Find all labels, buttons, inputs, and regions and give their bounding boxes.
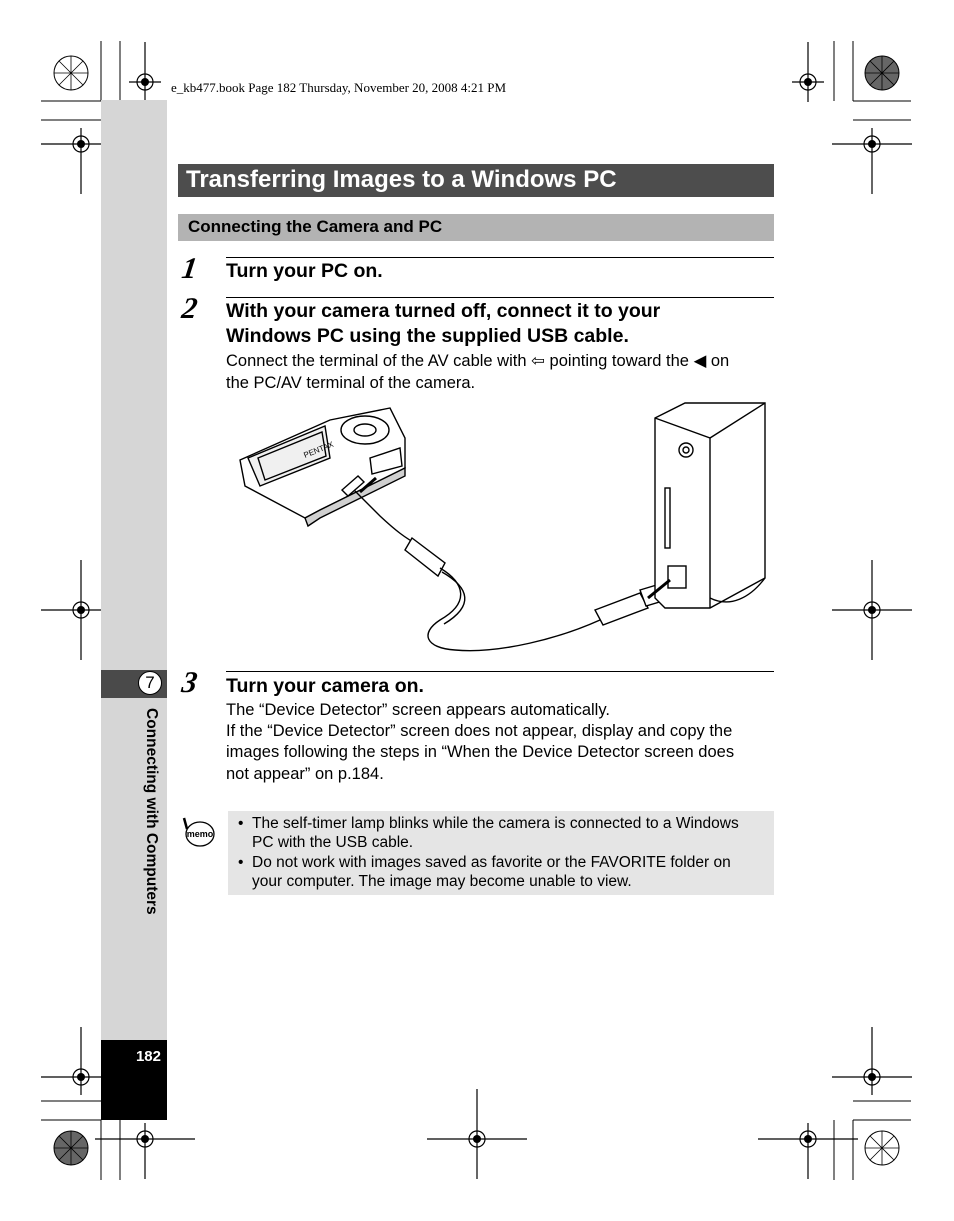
memo-item-cont: PC with the USB cable. <box>252 834 414 851</box>
memo-item: • The self-timer lamp blinks while the camera is connected to a Windows <box>238 815 739 832</box>
triangle-left-icon: ◀ <box>693 352 707 370</box>
section-heading: Connecting the Camera and PC <box>178 214 774 241</box>
step-heading-line: Windows PC using the supplied USB cable. <box>226 325 629 347</box>
memo-icon <box>181 815 215 849</box>
page-number: 182 <box>135 1048 161 1065</box>
step-number: 2 <box>179 292 200 325</box>
step-divider <box>226 297 774 298</box>
step-body-line: The “Device Detector” screen appears automatically. <box>226 701 610 719</box>
camera-brand-label: PENTAX <box>302 439 335 460</box>
step-body: Connect the terminal of the AV cable with ⇦ pointing toward the ◀ on <box>226 352 730 370</box>
chapter-number: 7 <box>138 671 162 695</box>
step-divider <box>226 671 774 672</box>
step-body-line: not appear” on p.184. <box>226 765 384 783</box>
memo-item-cont: your computer. The image may become unable to view. <box>252 873 632 890</box>
running-head: e_kb477.book Page 182 Thursday, November 20, 2008 4:21 PM <box>171 80 507 95</box>
step-number: 3 <box>179 666 200 699</box>
step-body-line: images following the steps in “When the Device Detector screen does <box>226 743 735 761</box>
memo-box <box>228 811 774 895</box>
step-heading: Turn your PC on. <box>226 260 383 282</box>
step-heading-line: With your camera turned off, connect it to your <box>226 300 661 322</box>
step-heading: Turn your camera on. <box>226 675 424 697</box>
step-body: the PC/AV terminal of the camera. <box>226 374 476 392</box>
svg-text:memo: memo <box>186 829 214 839</box>
chapter-title: Connecting with Computers <box>143 708 160 915</box>
step-divider <box>226 257 774 258</box>
camera-pc-illustration <box>230 398 770 656</box>
page-title: Transferring Images to a Windows PC <box>178 164 774 197</box>
step-number: 1 <box>179 252 200 285</box>
memo-item: • Do not work with images saved as favorite or the FAVORITE folder on <box>238 854 731 871</box>
step-body-line: If the “Device Detector” screen does not appear, display and copy the <box>226 722 733 740</box>
arrow-left-icon: ⇦ <box>531 352 545 370</box>
